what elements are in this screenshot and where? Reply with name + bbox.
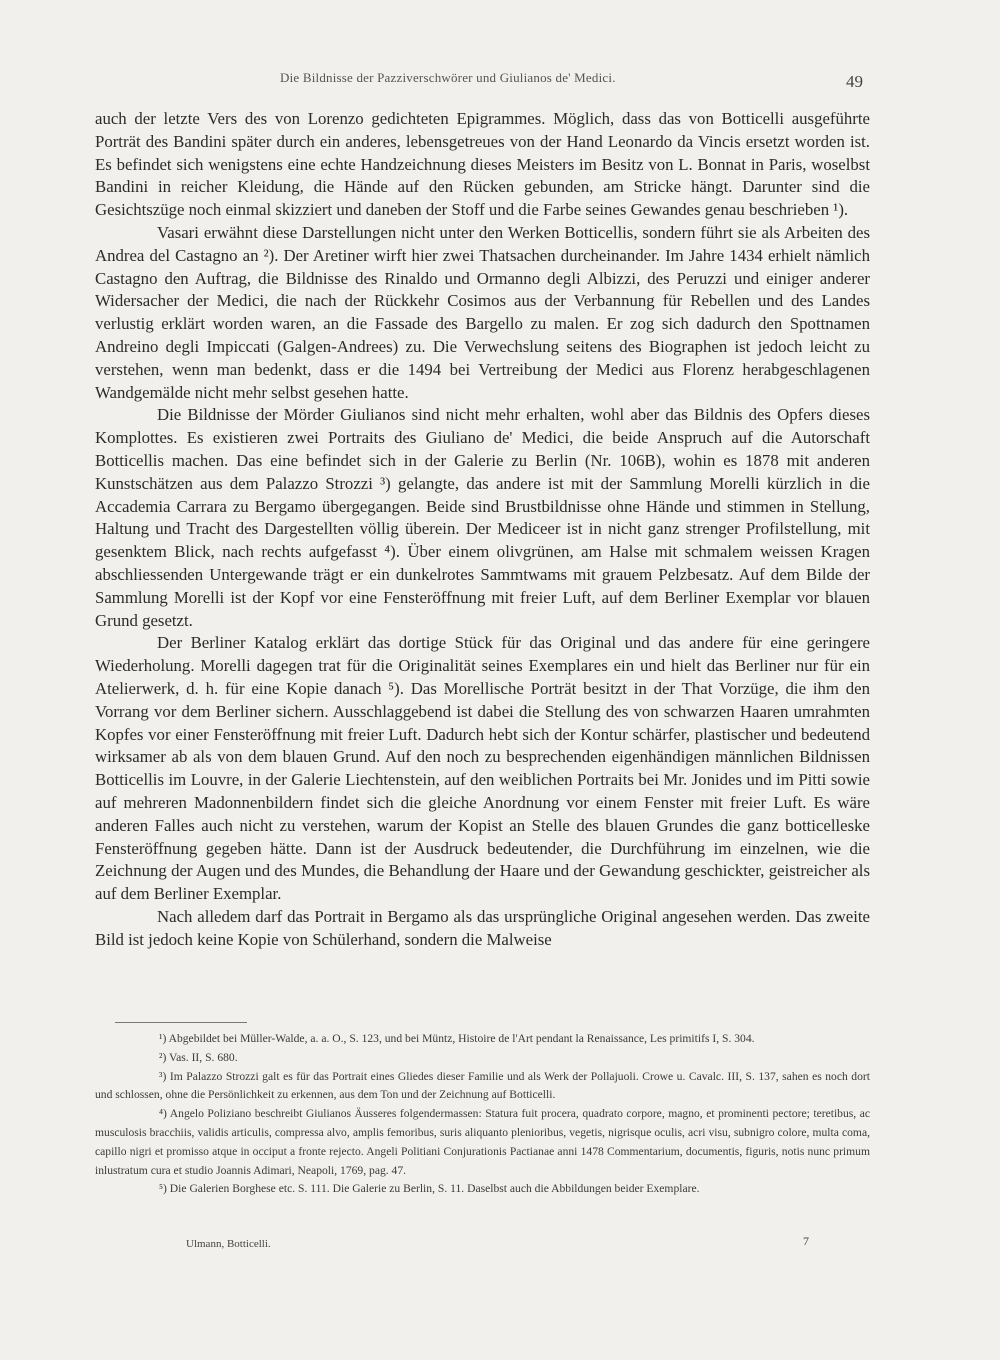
footnote-3: ³) Im Palazzo Strozzi galt es für das Portrait eines Gliedes dieser Familie und als Werk der Pollajuoli. Crowe u. Cavalc. III, S. 137, sahen es noch dort und schlossen, ohne die Persönlichkeit zu erkennen, aus dem Ton und der Zeichnung auf Botticelli. — [95, 1069, 870, 1102]
paragraph-4: Der Berliner Katalog erklärt das dortige Stück für das Original und das andere für eine geringere Wiederholung. Morelli dagegen trat für die Originalität seines Exemplares ein und hielt das Berliner nur für ein Atelierwerk, d. h. für eine Kopie danach ⁵). Das Morellische Porträt besitzt in der That Vorzüge, die ihm den Vorrang vor dem Berliner sichern. Ausschlaggebend ist dabei die Stellung des von schwarzen Haaren umrahmten Kopfes vor einer Fensteröffnung mit freier Luft. Dadurch hebt sich der Kontur schärfer, plastischer und bedeutend wirksamer ab als von dem blauen Grund. Auf den noch zu besprechenden eigenhändigen männlichen Bildnissen Botticellis im Louvre, in der Galerie Liechtenstein, auf den weiblichen Portraits bei Mr. Jonides und im Pitti sowie auf mehreren Madonnenbildern findet sich die gleiche Anordnung vor einem Fenster mit freier Luft. Es wäre anderen Falles auch nicht zu verstehen, warum der Kopist an Stelle des blauen Grundes die ganz botticelleske Fensteröffnung gegeben hätte. Dann ist der Ausdruck bedeutender, die Durchführung im einzelnen, wie die Zeichnung der Augen und des Mundes, die Behandlung der Haare und der Gewandung geschickter, geistreicher als auf dem Berliner Exemplar. — [95, 633, 870, 904]
body-text — [95, 108, 870, 951]
sheet-signature: 7 — [803, 1234, 809, 1248]
paragraph-3: Die Bildnisse der Mörder Giulianos sind nicht mehr erhalten, wohl aber das Bildnis des Opfers dieses Komplottes. Es existieren zwei Portraits des Giuliano de' Medici, die beide Anspruch auf die Autorschaft Botticellis machen. Das eine befindet sich in der Galerie zu Berlin (Nr. 106B), wohin es 1878 mit anderen Kunstschätzen aus dem Palazzo Strozzi ³) gelangte, das andere ist mit der Sammlung Morelli kürzlich in die Accademia Carrara zu Bergamo übergegangen. Beide sind Brustbildnisse ohne Hände und stimmen in Stellung, Haltung und Tracht des Dargestellten völlig überein. Der Mediceer ist in nicht ganz strenger Profilstellung, mit gesenktem Blick, nach rechts aufgefasst ⁴). Über einem olivgrünen, am Halse mit schmalem weissen Kragen abschliessenden Untergewande trägt er ein dunkelrotes Sammtwams mit grauem Pelzbesatz. Auf dem Bilde der Sammlung Morelli ist der Kopf vor eine Fensteröffnung mit freier Luft, auf dem Berliner Exemplar vor blauen Grund gesetzt. — [95, 405, 870, 630]
paragraph-2: Vasari erwähnt diese Darstellungen nicht unter den Werken Botticellis, sondern führt sie als Arbeiten des Andrea del Castagno an ²). Der Aretiner wirft hier zwei Thatsachen durcheinander. Im Jahre 1434 erhielt nämlich Castagno den Auftrag, die Bildnisse des Rinaldo und Ormanno degli Albizzi, des Peruzzi und einiger anderer Widersacher der Medici, die nach der Rückkehr Cosimos aus der Verbannung für Rebellen und des Landes verlustig erklärt worden waren, an die Fassade des Bargello zu malen. Er zog sich dadurch den Spottnamen Andreino degli Impiccati (Galgen-Andrees) zu. Die Verwechslung seitens des Biographen ist jedoch leicht zu verstehen, wenn man bedenkt, dass er die 1494 bei Vertreibung der Medici aus Florenz herabgeschlagenen Wandgemälde nicht mehr selbst gesehen hatte. — [95, 222, 870, 402]
footnotes — [95, 1030, 870, 1199]
page-number: 49 — [846, 72, 863, 91]
footnote-2: ²) Vas. II, S. 680. — [159, 1050, 238, 1064]
running-head: Die Bildnisse der Pazziverschwörer und Giulianos de' Medici. — [280, 70, 616, 85]
footnote-1: ¹) Abgebildet bei Müller-Walde, a. a. O., S. 123, und bei Müntz, Histoire de l'Art pendant la Renaissance, Les primitifs I, S. 304. — [159, 1032, 755, 1045]
footnote-rule — [115, 1022, 247, 1023]
paragraph-1: auch der letzte Vers des von Lorenzo gedichteten Epigrammes. Möglich, dass das von Botticelli ausgeführte Porträt des Bandini später durch ein anderes, lebensgetreues von der Hand Leonardo da Vincis ersetzt worden ist. Es befindet sich wenigstens eine echte Handzeichnung dieses Meisters im Besitz von L. Bonnat in Paris, woselbst Bandini in reicher Kleidung, die Hände auf den Rücken gebunden, am Stricke hängt. Darunter sind die Gesichtszüge noch einmal skizziert und daneben der Stoff und die Farbe seines Gewandes genau beschrieben ¹). — [95, 109, 870, 220]
printer-signature: Ulmann, Botticelli. — [186, 1238, 271, 1250]
footnote-4: ⁴) Angelo Poliziano beschreibt Giulianos Äusseres folgendermassen: Statura fuit procera, quadrato corpore, magno, et prominenti pectore; teretibus, ac musculosis bracchiis, validis articulis, compressa alvo, amplis femoribus, suris aliquanto plenioribus, vegetis, nigrisque oculis, acri visu, subnigro colore, multa coma, capillo nigri et promisso atque in occiput a fronte rejecto. Angeli Politiani Conjurationis Pactianae anni 1478 Commentarium, documentis, figuris, notis nunc primum inlustratum cura et studio Joannis Adimari, Neapoli, 1769, pag. 47. — [95, 1107, 870, 1177]
footnote-5: ⁵) Die Galerien Borghese etc. S. 111. Die Galerie zu Berlin, S. 11. Daselbst auch die Abbildungen beider Exemplare. — [159, 1182, 700, 1196]
paragraph-5: Nach alledem darf das Portrait in Bergamo als das ursprüngliche Original angesehen werden. Das zweite Bild ist jedoch keine Kopie von Schülerhand, sondern die Malweise — [95, 906, 870, 949]
